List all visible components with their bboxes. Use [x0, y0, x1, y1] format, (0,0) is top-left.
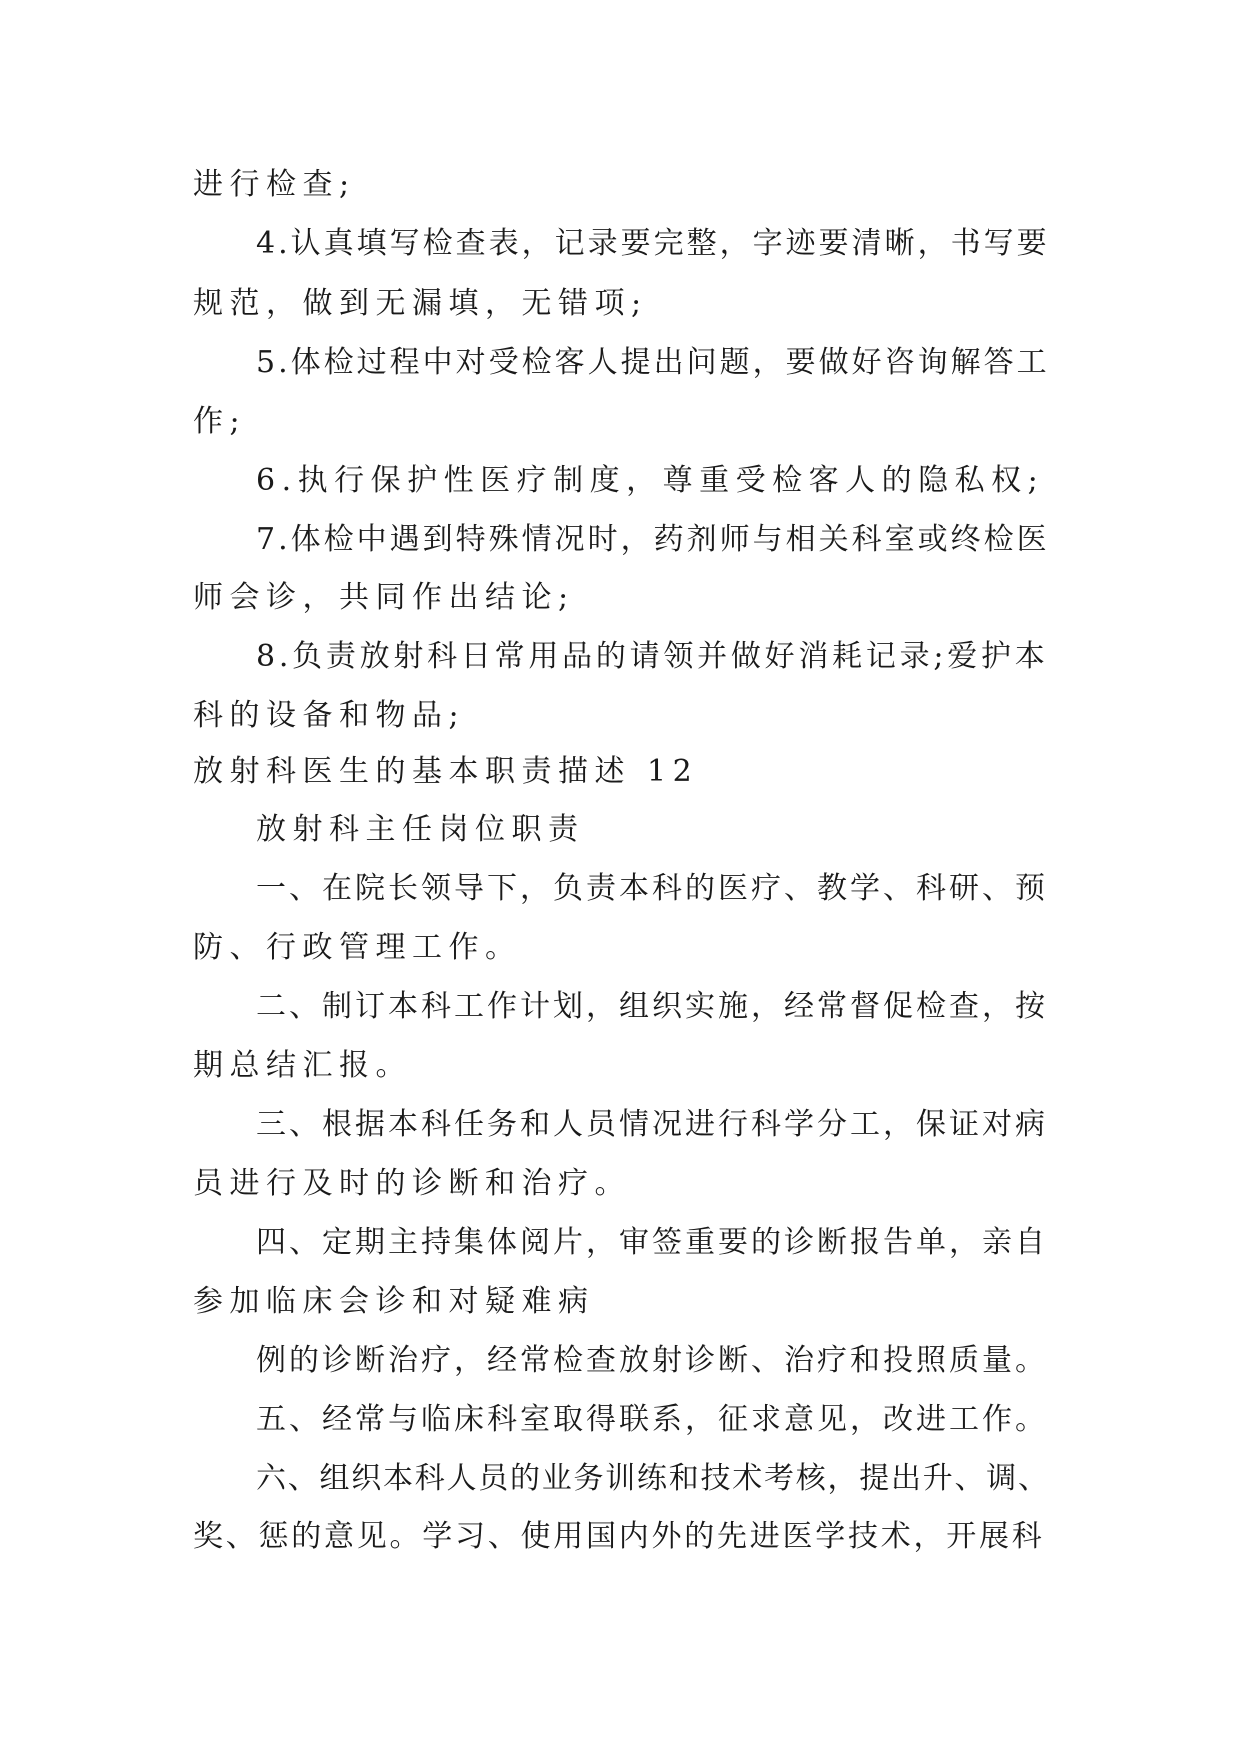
text-line: 六、组织本科人员的业务训练和技术考核，提出升、调、: [256, 1461, 1050, 1496]
text-line: 四、定期主持集体阅片，审签重要的诊断报告单，亲自: [256, 1225, 1048, 1260]
text-line: 防、行政管理工作。: [193, 930, 522, 965]
text-line: 二、制订本科工作计划，组织实施，经常督促检查，按: [256, 989, 1048, 1024]
text-line: 师会诊，共同作出结论;: [193, 580, 575, 615]
text-line: 科的设备和物品;: [193, 698, 466, 733]
text-line: 6.执行保护性医疗制度，尊重受检客人的隐私权;: [256, 463, 1045, 498]
text-line: 7.体检中遇到特殊情况时，药剂师与相关科室或终检医: [256, 522, 1050, 557]
text-line: 三、根据本科任务和人员情况进行科学分工，保证对病: [256, 1107, 1048, 1142]
text-line: 期总结汇报。: [193, 1048, 412, 1083]
text-line: 5.体检过程中对受检客人提出问题，要做好咨询解答工: [256, 345, 1050, 380]
text-line: 参加临床会诊和对疑难病: [193, 1284, 595, 1319]
subsection-title: 放射科主任岗位职责: [256, 812, 585, 847]
text-line: 进行检查;: [193, 167, 356, 202]
text-line: 8.负责放射科日常用品的请领并做好消耗记录;爱护本: [256, 639, 1049, 674]
text-line: 例的诊断治疗，经常检查放射诊断、治疗和投照质量。: [256, 1343, 1048, 1378]
text-line: 员进行及时的诊断和治疗。: [193, 1166, 631, 1201]
text-line: 作;: [193, 404, 247, 439]
text-line: 一、在院长领导下，负责本科的医疗、教学、科研、预: [256, 871, 1048, 906]
text-line: 奖、惩的意见。学习、使用国内外的先进医学技术，开展科: [193, 1519, 1045, 1554]
text-line: 规范，做到无漏填，无错项;: [193, 286, 648, 321]
text-line: 4.认真填写检查表，记录要完整，字迹要清晰，书写要: [256, 226, 1050, 261]
text-line: 五、经常与临床科室取得联系，征求意见，改进工作。: [256, 1402, 1048, 1437]
section-heading: 放射科医生的基本职责描述 12: [193, 754, 699, 789]
